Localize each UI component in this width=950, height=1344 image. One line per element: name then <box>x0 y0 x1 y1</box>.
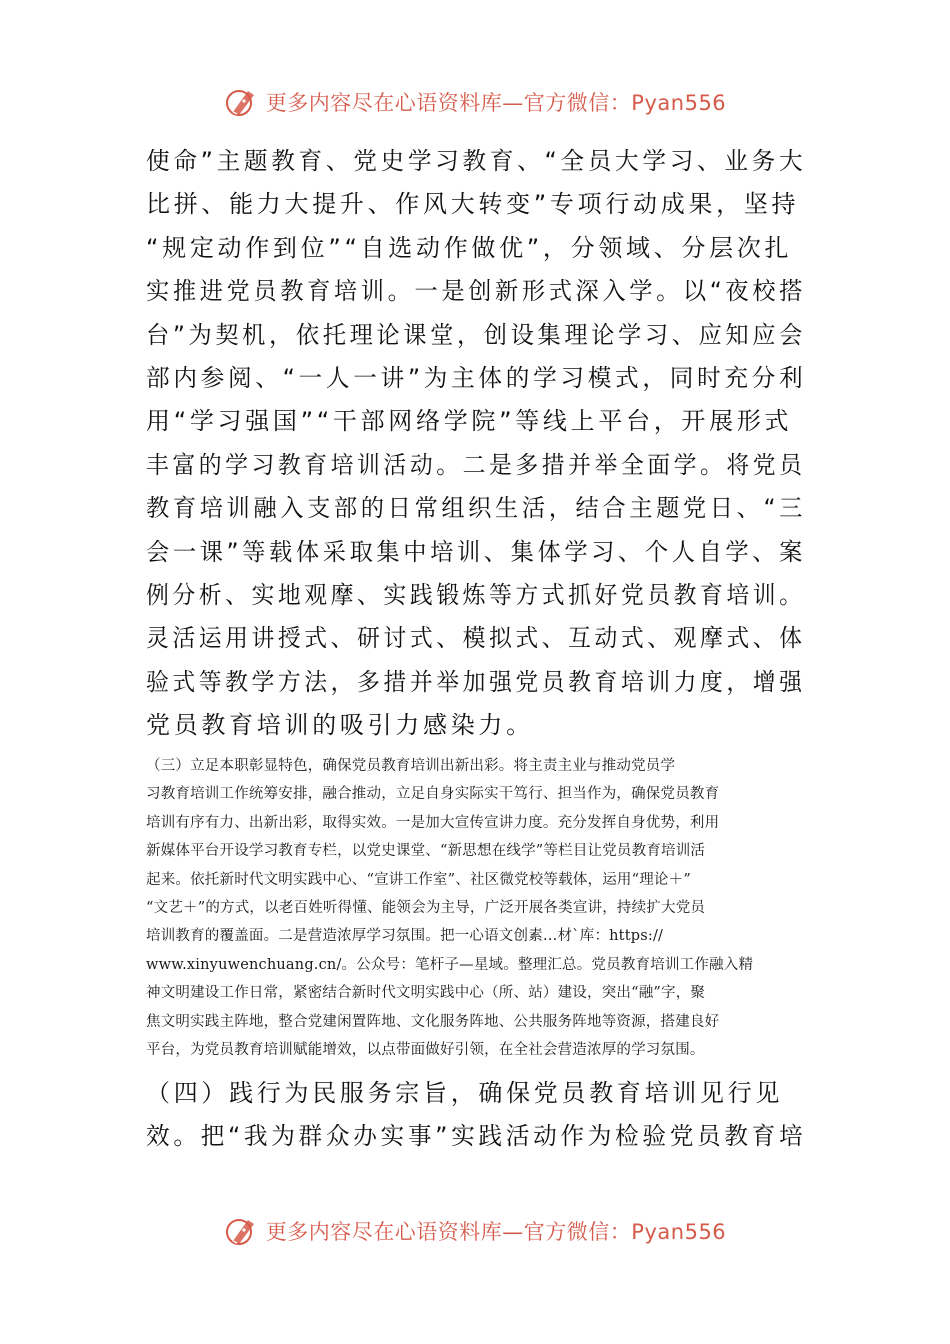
text-line: 培训有序有力、出新出彩，取得实效。一是加大宣传宣讲力度。充分发挥自身优势，利用 <box>146 814 720 831</box>
text-line: 培训教育的覆盖面。二是营造浓厚学习氛围。把一心语文创素…材`库：https:// <box>146 928 664 945</box>
text-line: 比拼、能力大提升、作风大转变”专项行动成果，坚持 <box>146 190 800 219</box>
text-line: 验式等教学方法，多措并举加强党员教育培训力度，增强 <box>146 667 806 696</box>
text-line: 用“学习强国”“干部网络学院”等线上平台，开展形式 <box>146 407 793 436</box>
text-line: 平台，为党员教育培训赋能增效，以点带面做好引领，在全社会营造浓厚的学习氛围。 <box>146 1041 705 1058</box>
header-banner-text: 更多内容尽在心语资料库—官方微信：Pyan556 <box>265 91 727 115</box>
text-line: 习教育培训工作统筹安排，融合推动，立足自身实际实干笃行、担当作为，确保党员教育 <box>146 786 720 803</box>
text-line: 教育培训融入支部的日常组织生活，结合主题党日、“三 <box>146 494 806 523</box>
text-line: “规定动作到位”“自选动作做优”，分领域、分层次扎 <box>146 233 793 262</box>
pen-nib-icon <box>224 1213 260 1249</box>
text-line: 实推进党员教育培训。一是创新形式深入学。以“夜校搭 <box>146 277 806 306</box>
text-line: 灵活运用讲授式、研讨式、模拟式、互动式、观摩式、体 <box>146 624 806 653</box>
section-three-paragraph <box>146 752 806 1064</box>
body-paragraph-continued <box>146 140 806 747</box>
text-line: 丰富的学习教育培训活动。二是多措并举全面学。将党员 <box>146 450 806 479</box>
footer-banner-text: 更多内容尽在心语资料库—官方微信：Pyan556 <box>265 1220 727 1244</box>
text-line: 会一课”等载体采取集中培训、集体学习、个人自学、案 <box>146 537 806 566</box>
text-line: 效。把“我为群众办实事”实践活动作为检验党员教育培 <box>146 1122 807 1151</box>
text-line: www.xinyuwenchuang.cn/。公众号：笔杆子—星域。整理汇总。党员教育培训工作融入精 <box>146 956 754 973</box>
section-four-paragraph <box>146 1072 806 1159</box>
pen-nib-icon <box>224 84 260 120</box>
text-line: 焦文明实践主阵地，整合党建闲置阵地、文化服务阵地、公共服务阵地等资源，搭建良好 <box>146 1013 720 1030</box>
text-line: 台”为契机，依托理论课堂，创设集理论学习、应知应会 <box>146 320 806 349</box>
text-line: 部内参阅、“一人一讲”为主体的学习模式，同时充分利 <box>146 363 807 392</box>
text-line: “文艺＋”的方式，以老百姓听得懂、能领会为主导，广泛开展各类宣讲，持续扩大党员 <box>146 899 706 916</box>
text-line: 神文明建设工作日常，紧密结合新时代文明实践中心（所、站）建设，突出“融”字，聚 <box>146 985 706 1002</box>
text-line: 新媒体平台开设学习教育专栏，以党史课堂、“新思想在线学”等栏目让党员教育培训活 <box>146 843 706 860</box>
text-line: 例分析、实地观摩、实践锻炼等方式抓好党员教育培训。 <box>146 580 806 609</box>
text-line: 党员教育培训的吸引力感染力。 <box>146 711 534 740</box>
text-line: 使命”主题教育、党史学习教育、“全员大学习、业务大 <box>146 147 807 175</box>
text-line: （四）践行为民服务宗旨，确保党员教育培训见行见 <box>146 1079 784 1107</box>
text-line: 起来。依托新时代文明实践中心、“宣讲工作室”、社区微党校等载体，运用“理论＋” <box>146 871 691 888</box>
header-banner <box>0 82 950 122</box>
footer-banner <box>0 1211 950 1251</box>
text-line: （三）立足本职彰显特色，确保党员教育培训出新出彩。将主责主业与推动党员学 <box>146 758 676 774</box>
